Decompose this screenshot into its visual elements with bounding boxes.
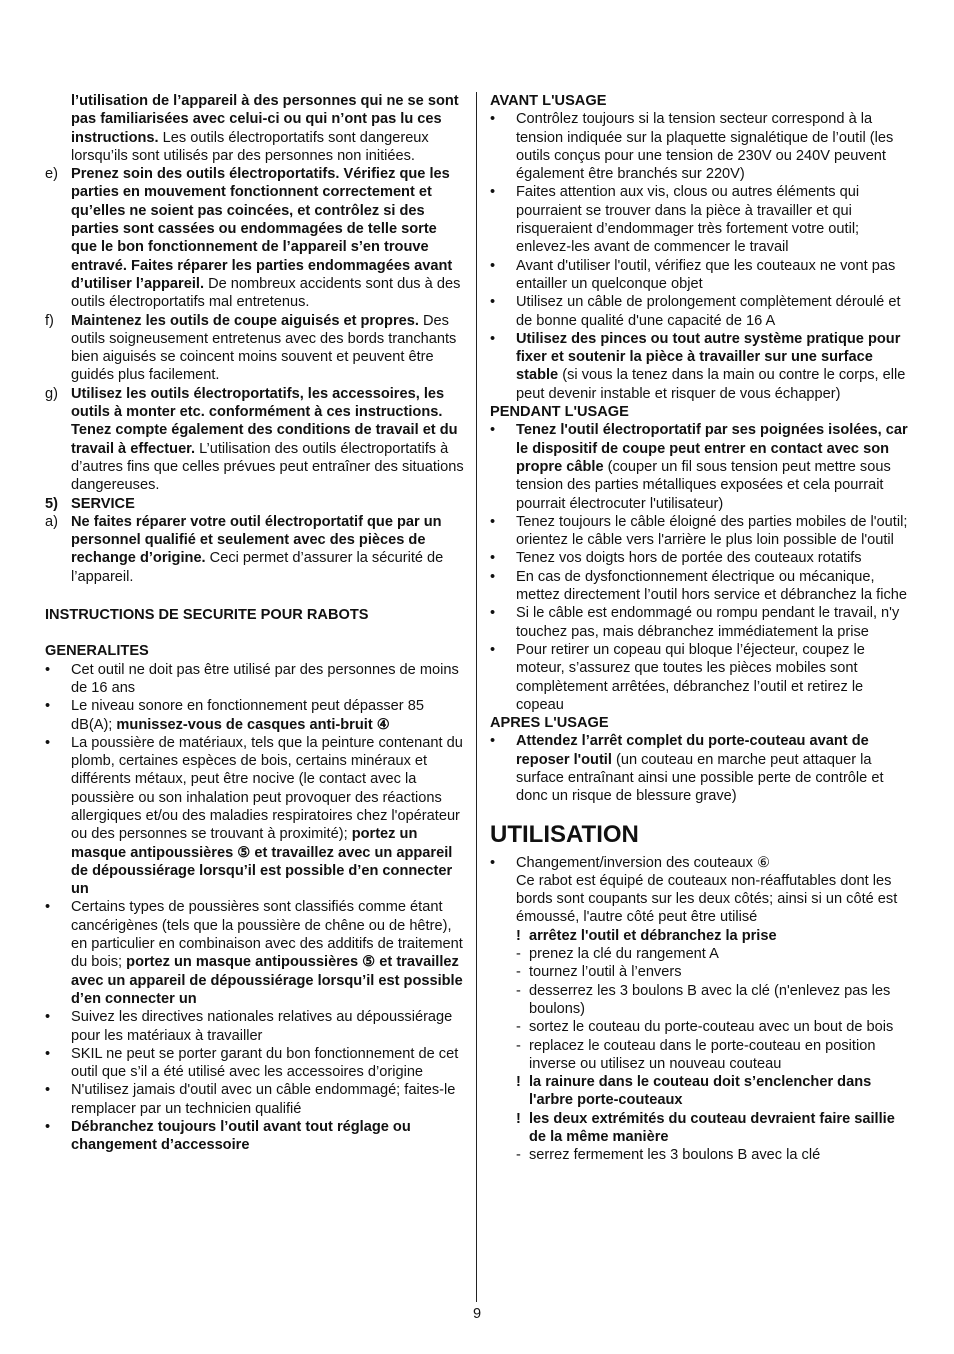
bullet-icon: • — [490, 641, 496, 658]
body-text: replacez le couteau dans le porte-couteau en position inverse ou utilisez un nouveau couteau — [529, 1037, 876, 1072]
page-number: 9 — [472, 1306, 482, 1322]
body-text: Le niveau sonore en fonctionnement peut dépasser 85 dB(A); — [71, 698, 424, 733]
body-text: De nombreux accidents sont dus à des outils électroportatifs mal entretenus. — [71, 275, 461, 311]
step-item — [490, 1037, 912, 1074]
body-text: Ce rabot est équipé de couteaux non-réaffutables dont les bords sont coupants sur les deux côtés; ainsi si un côté est émoussé, l'autre côté peut être utilisé — [516, 872, 898, 926]
bold-text: portez un masque antipoussières ⑤ et travaillez avec un appareil de dépoussiérage lorsqu’il est possible d’en connecter un — [71, 954, 463, 1007]
bullet-icon: • — [45, 899, 51, 916]
bullet-icon: • — [490, 257, 496, 274]
warning-note — [490, 1110, 912, 1147]
bullet-icon: • — [490, 184, 496, 201]
left-column — [45, 92, 465, 1155]
step-item — [490, 1018, 912, 1036]
dash-marker: - — [516, 1019, 521, 1036]
bullet-icon: • — [45, 1009, 51, 1026]
dash-marker: - — [516, 946, 521, 963]
list-marker: 5) — [45, 495, 58, 512]
bullet-item — [490, 513, 912, 550]
dash-marker: - — [516, 982, 521, 999]
bold-text: Utilisez des pinces ou tout autre système pratique pour fixer et soutenir la pièce à travailler sur une surface stable — [516, 330, 901, 384]
step-item — [490, 963, 912, 981]
step-item — [490, 1146, 912, 1164]
general-heading: GENERALITES — [45, 643, 149, 660]
bullet-item — [45, 1118, 465, 1155]
body-text: Contrôlez toujours si la tension secteur correspond à la tension indiquée sur la plaquette signalétique de l’outil (les outils conçus pour une tension de 230V ou 240V peuvent également être branchés sur 220V) — [516, 111, 894, 183]
utilisation-title: UTILISATION — [490, 820, 639, 848]
body-text: N'utilisez jamais d'outil avec un câble endommagé; faites-le remplacer par un technicien qualifié — [71, 1082, 456, 1117]
bullet-icon: • — [45, 1045, 51, 1062]
warning-note — [490, 1073, 912, 1110]
body-text: Utilisez un câble de prolongement complètement déroulé et de bonne qualité d'une capacité de 16 A — [516, 294, 901, 329]
body-text: Avant d'utiliser l'outil, vérifiez que les couteaux ne vont pas entailler un quelconque objet — [516, 257, 896, 292]
body-text: Faites attention aux vis, clous ou autres éléments qui pourraient se trouver dans la pièce à travailler et qui risqueraient d’endommager très fortement votre outil; enlevez-les avant de commencer le travail — [516, 184, 860, 256]
section-label: SERVICE — [71, 495, 135, 512]
list-item-a — [45, 513, 465, 586]
body-text: tournez l’outil à l’envers — [529, 964, 682, 981]
bullet-item — [45, 898, 465, 1008]
list-item-e — [45, 165, 465, 311]
body-text: Si le câble est endommagé ou rompu pendant le travail, n'y touchez pas, mais débranchez immédiatement la prise — [516, 605, 900, 640]
bullet-icon: • — [45, 1119, 51, 1136]
bullet-item — [45, 734, 465, 899]
bullet-icon: • — [45, 1082, 51, 1099]
list-item-f — [45, 312, 465, 385]
bold-text: arrêtez l'outil et débranchez la prise — [529, 927, 777, 944]
dash-marker: - — [516, 1037, 521, 1054]
bullet-icon: • — [490, 568, 496, 585]
exclamation-icon: ! — [516, 1110, 521, 1127]
body-text: Cet outil ne doit pas être utilisé par des personnes de moins de 16 ans — [71, 661, 459, 696]
bullet-icon: • — [490, 733, 496, 750]
bullet-item — [490, 854, 912, 927]
bullet-icon: • — [490, 550, 496, 567]
bullet-item — [490, 604, 912, 641]
bullet-icon: • — [45, 698, 51, 715]
bold-text: Attendez l’arrêt complet du porte-couteau avant de reposer l'outil — [516, 733, 869, 768]
body-text: Ceci permet d’assurer la sécurité de l’appareil. — [71, 550, 444, 585]
bold-text: les deux extrémités du couteau devraient faire saillie de la même manière — [529, 1110, 895, 1146]
bullet-item — [490, 293, 912, 330]
body-text: (couper un fil sous tension peut mettre sous tension des parties métalliques exposées et cela pourrait pourrait électrocuter l'utilisateur) — [516, 458, 891, 512]
bullet-item — [490, 568, 912, 605]
bullet-item — [45, 661, 465, 698]
bold-text: la rainure dans le couteau doit s’enclencher dans l'arbre porte-couteaux — [529, 1074, 872, 1109]
bullet-item — [490, 732, 912, 805]
body-text: Des outils soigneusement entretenus avec des bords tranchants bien aiguisés se coincent moins souvent et peuvent être guidés plus facilement. — [71, 312, 457, 384]
body-text: (si vous la tenez dans la main ou contre le corps, elle peut devenir instable et risquer de vous échapper) — [516, 367, 906, 402]
continued-paragraph — [45, 92, 465, 165]
list-item-g — [45, 385, 465, 495]
body-text: sortez le couteau du porte-couteau avec un bout de bois — [529, 1019, 894, 1036]
body-text: prenez la clé du rangement A — [529, 946, 719, 963]
after-use-heading: APRES L'USAGE — [490, 715, 609, 732]
bullet-item — [45, 1045, 465, 1082]
warning-note — [490, 927, 912, 945]
bullet-icon: • — [490, 422, 496, 439]
bold-text: l’utilisation de l’appareil à des personnes qui ne se sont pas familiarisées avec celui-ci ou qui n’ont pas lu ces instructions. — [71, 93, 459, 146]
body-text: serrez fermement les 3 boulons B avec la clé — [529, 1147, 821, 1164]
step-item — [490, 945, 912, 963]
body-text: Les outils électroportatifs sont dangereux lorsqu’ils sont utilisés par des personnes non initiées. — [71, 129, 429, 164]
dash-marker: - — [516, 1147, 521, 1164]
bullet-item — [45, 697, 465, 734]
bullet-item — [490, 110, 912, 183]
bullet-item — [490, 549, 912, 567]
body-text: Tenez toujours le câble éloigné des parties mobiles de l'outil; orientez le câble vers l'arrière le plus loin possible de l'outil — [516, 513, 908, 549]
bold-text: Utilisez les outils électroportatifs, les accessoires, les outils à monter etc. conformément à ces instructions. Tenez compte également des conditions de travail et du travail à effectuer. — [71, 385, 458, 457]
body-text: Tenez vos doigts hors de portée des couteaux rotatifs — [516, 550, 862, 567]
list-marker: g) — [45, 385, 58, 402]
bullet-item — [490, 257, 912, 294]
body-text: desserrez les 3 boulons B avec la clé (n'enlevez pas les boulons) — [529, 982, 891, 1017]
bullet-icon: • — [45, 734, 51, 751]
safety-heading: INSTRUCTIONS DE SECURITE POUR RABOTS — [45, 607, 369, 624]
body-text: (un couteau en marche peut attaquer la surface entraînant ainsi une possible perte de contrôle et donc un risque de blessure grave) — [516, 751, 884, 805]
list-marker: a) — [45, 513, 58, 530]
bullet-icon: • — [490, 294, 496, 311]
body-text: En cas de dysfonctionnement électrique ou mécanique, mettez directement l’outil hors service et débranchez la fiche — [516, 568, 907, 604]
bullet-icon: • — [45, 661, 51, 678]
dash-marker: - — [516, 964, 521, 981]
bold-text: munissez-vous de casques anti-bruit ④ — [116, 716, 390, 733]
before-use-heading: AVANT L'USAGE — [490, 93, 607, 109]
section-service — [45, 495, 465, 513]
body-text: Suivez les directives nationales relatives au dépoussiérage pour les matériaux à travailler — [71, 1009, 453, 1044]
body-text: SKIL ne peut se porter garant du bon fonctionnement de cet outil que s’il a été utilisé avec les accessoires d’origine — [71, 1045, 459, 1081]
bullet-item — [490, 330, 912, 403]
step-item — [490, 982, 912, 1019]
body-text: La poussière de matériaux, tels que la peinture contenant du plomb, certaines espèces de bois, certains minéraux et différents métaux, peut être nocive (le contact avec la poussière ou son inhalation peut provoquer des réactions allergiques et/ou des maladies respiratoires chez l'opérateur ou des personnes se trouvant à proximité); — [71, 734, 463, 843]
bold-text: Prenez soin des outils électroportatifs. Vérifiez que les parties en mouvement fonctionnent correctement et qu’elles ne soient pas coincées, et contrôlez si des parties sont cassées ou endommagées de telle sorte que le bon fonctionnement de l’appareil s’en trouve entravé. Faites réparer les parties endommagées avant d’utiliser l’appareil. — [71, 166, 453, 292]
body-text: Pour retirer un copeau qui bloque l’éjecteur, coupez le moteur, s’assurez que toutes les pièces mobiles sont complètement arrêtées, débranchez l’outil et retirez le copeau — [516, 641, 865, 713]
bullet-icon: • — [490, 854, 496, 871]
bold-text: Débranchez toujours l’outil avant tout réglage ou changement d’accessoire — [71, 1119, 411, 1154]
bullet-icon: • — [490, 605, 496, 622]
list-marker: e) — [45, 166, 58, 183]
bullet-icon: • — [490, 330, 496, 347]
exclamation-icon: ! — [516, 927, 521, 944]
bullet-icon: • — [490, 513, 496, 530]
exclamation-icon: ! — [516, 1074, 521, 1091]
list-marker: f) — [45, 312, 54, 329]
body-text: L’utilisation des outils électroportatifs à d’autres fins que celles prévues peut entraîner des situations dangereuses. — [71, 440, 464, 494]
bold-text: portez un masque antipoussières ⑤ et travaillez avec un appareil de dépoussiérage lorsqu’il est possible d’en connecter un — [71, 826, 453, 898]
bullet-icon: • — [490, 111, 496, 128]
bold-text: Tenez l'outil électroportatif par ses poignées isolées, car le dispositif de coupe peut entrer en contact avec son propre câble — [516, 422, 908, 475]
bullet-item — [490, 421, 912, 512]
during-use-heading: PENDANT L'USAGE — [490, 404, 629, 421]
bullet-item — [490, 641, 912, 714]
bullet-item — [490, 183, 912, 256]
bullet-item — [45, 1081, 465, 1118]
body-text: Changement/inversion des couteaux ⑥ — [516, 854, 771, 871]
bold-text: Ne faites réparer votre outil électroportatif que par un personnel qualifié et seulement avec des pièces de rechange d’origine. — [71, 513, 442, 567]
bullet-item — [45, 1008, 465, 1045]
bold-text: Maintenez les outils de coupe aiguisés et propres. — [71, 312, 419, 329]
right-column — [490, 92, 912, 1165]
column-divider — [476, 92, 477, 1302]
body-text: Certains types de poussières sont classifiés comme étant cancérigènes (tels que la poussière de chêne ou de hêtre), en particulier en combinaison avec des additifs de traitement du bois; — [71, 899, 463, 971]
